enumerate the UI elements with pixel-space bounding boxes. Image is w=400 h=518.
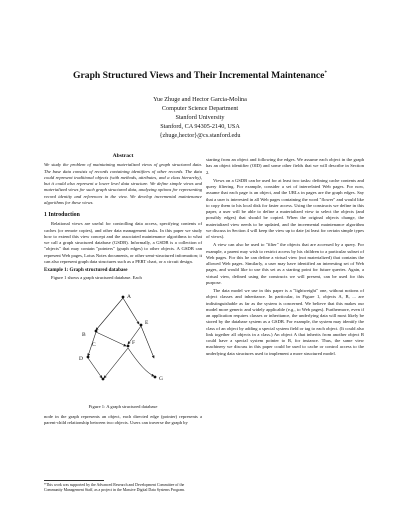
node-f-dot bbox=[127, 344, 130, 347]
author-block bbox=[0, 96, 400, 141]
edge-f-g bbox=[128, 348, 154, 376]
right-paragraph-1: starting from an object and following the edges. We assume each object in the graph has an object identifier (OID) and some other fields that we will describe in Section 2. bbox=[206, 157, 364, 175]
title-text: Graph Structured Views and Their Incremental Maintenance bbox=[73, 70, 325, 81]
graph-diagram bbox=[44, 284, 202, 402]
node-label-f: F bbox=[132, 339, 136, 346]
footnote bbox=[44, 480, 202, 493]
edge-e-g bbox=[141, 326, 154, 358]
node-a-dot bbox=[122, 295, 125, 298]
node-label-c: C bbox=[92, 341, 96, 348]
paper-title bbox=[0, 70, 400, 81]
figure-1-graph bbox=[44, 284, 202, 402]
node-d-dot bbox=[87, 355, 90, 358]
author-university: Stanford University bbox=[175, 113, 225, 121]
node-label-e: E bbox=[145, 319, 149, 326]
intro-paragraph-3: node in the graph represents an object, each directed edge (pointer) represents a parent-child relationship between two objects. Users can traverse the graph by bbox=[44, 413, 202, 425]
right-paragraph-4: The data model we use in this paper is a "lightweight" one, without notions of object classes and inheritance. In particular, in Figure 1, objects A, B, ... are indistinguishable as far as the system is concerned. We believe that this makes our model more generic and widely applicable (e.g., to Web pages). Furthermore, even if an application requires classes or inheritance, the underlying data will most likely be stored by the database system as a GSDB. For example, the system may identify the class of an object by adding a special system field or tag to each object. (It could also link together all objects in a class.) An object A that inherits from another object B could have a special system pointer to B, for instance. Thus, the same view machinery we discuss in this paper could be used to cache or control access to the underlying data structures used to implement a more structured model. bbox=[206, 288, 364, 356]
edge-f-b bbox=[104, 348, 128, 378]
right-paragraph-2: Views on a GSDB can be used for at least two tasks: defining cache contents and query filtering. For example, consider a set of interrelated Web pages. For now, assume that each page is an object, and the URLs in pages are the graph edges. Say that a user is interested in all Web pages containing the word "flower" and would like to copy them to his local disk for faster access. Using the constructs we define in this paper, a user will be able to define a materialized view to select the objects (and possibly edges) that should be copied. When the original objects change, the materialized view needs to be updated, and the incremental maintenance algorithm we discuss in Section 4 will keep the view up to date (at least for certain simple types of views). bbox=[206, 177, 364, 239]
author-department: Computer Science Department bbox=[161, 104, 239, 112]
intro-paragraph-2: Figure 1 shows a graph structured database. Each bbox=[51, 275, 142, 281]
edge-a-c bbox=[96, 298, 123, 330]
author-email: {zhuge,hector}@cs.stanford.edu bbox=[159, 131, 241, 139]
node-label-d: D bbox=[79, 355, 83, 362]
example-heading: Example 1: Graph structured database bbox=[44, 268, 128, 273]
abstract-text: We study the problem of maintaining materialized views of graph structured data. The base data consists of records containing identifiers of other records. The data could represent traditional objects (with methods, attributes, and a class hierarchy), but it could also represent a lower level data structure. We define simple views and materialized views for such graph structured data, analyzing options for representing record identity and references in the view. We develop incremental maintenance algorithms for these views. bbox=[44, 162, 202, 205]
edge-d-b bbox=[88, 358, 102, 378]
abstract-heading: Abstract bbox=[112, 153, 134, 159]
footnote-text: *This work was supported by the Advanced Research and Development Committee of the Community Management Staff, as a project in the Massive Digital Data Systems Program. bbox=[44, 483, 186, 492]
graph-edges bbox=[88, 298, 154, 378]
node-c-dot bbox=[95, 329, 98, 332]
node-g-dot bbox=[154, 375, 157, 378]
right-paragraph-3: A view can also be used to "filter" the objects that are accessed by a query. For example, a parent may wish to restrict access by his children to a particular subset of Web pages. For this he can define a virtual view (not materialized) that contains the allowed Web pages. Similarly, a user may have identified an interesting set of Web pages, and would like to use this set as a starting point for future queries. Again, a virtual view, defined using the constructs we will present, can be used for this purpose. bbox=[206, 242, 364, 285]
section-heading-introduction: 1 Introduction bbox=[44, 212, 80, 218]
footnote-rule bbox=[44, 480, 104, 481]
edge-a-e bbox=[123, 298, 139, 324]
author-address: Stanford, CA 94305-2140, USA bbox=[160, 122, 240, 130]
figure-1-caption: Figure 1: A graph structured database bbox=[88, 403, 158, 409]
intro-paragraph-1: Relational views are useful for controlling data access, specifying contents of caches (or remote copies), and other data management tasks. In this paper we study how to extend this view concept and the associated maintenance algorithms to what we call a graph structured database (GSDB). Informally, a GSDB is a collection of "objects" that may contain "pointers" (graph edges) to other objects. A GSDB can represent Web pages, Lotus Notes documents, or other semi-structured information; it can also represent graph data structures such as a PERT chart, or a circuit design. bbox=[44, 221, 202, 264]
node-b-dot bbox=[102, 377, 105, 380]
graph-node-labels bbox=[79, 294, 163, 382]
node-label-a: A bbox=[127, 293, 131, 300]
node-label-b: B bbox=[82, 331, 86, 338]
edge-c-f bbox=[96, 332, 126, 346]
title-footnote-mark: * bbox=[324, 70, 327, 76]
node-e-dot bbox=[140, 323, 143, 326]
left-column bbox=[44, 153, 202, 428]
right-column bbox=[206, 157, 364, 359]
node-label-g: G bbox=[159, 375, 163, 382]
author-names: Yue Zhuge and Hector Garcia-Molina bbox=[153, 96, 247, 103]
